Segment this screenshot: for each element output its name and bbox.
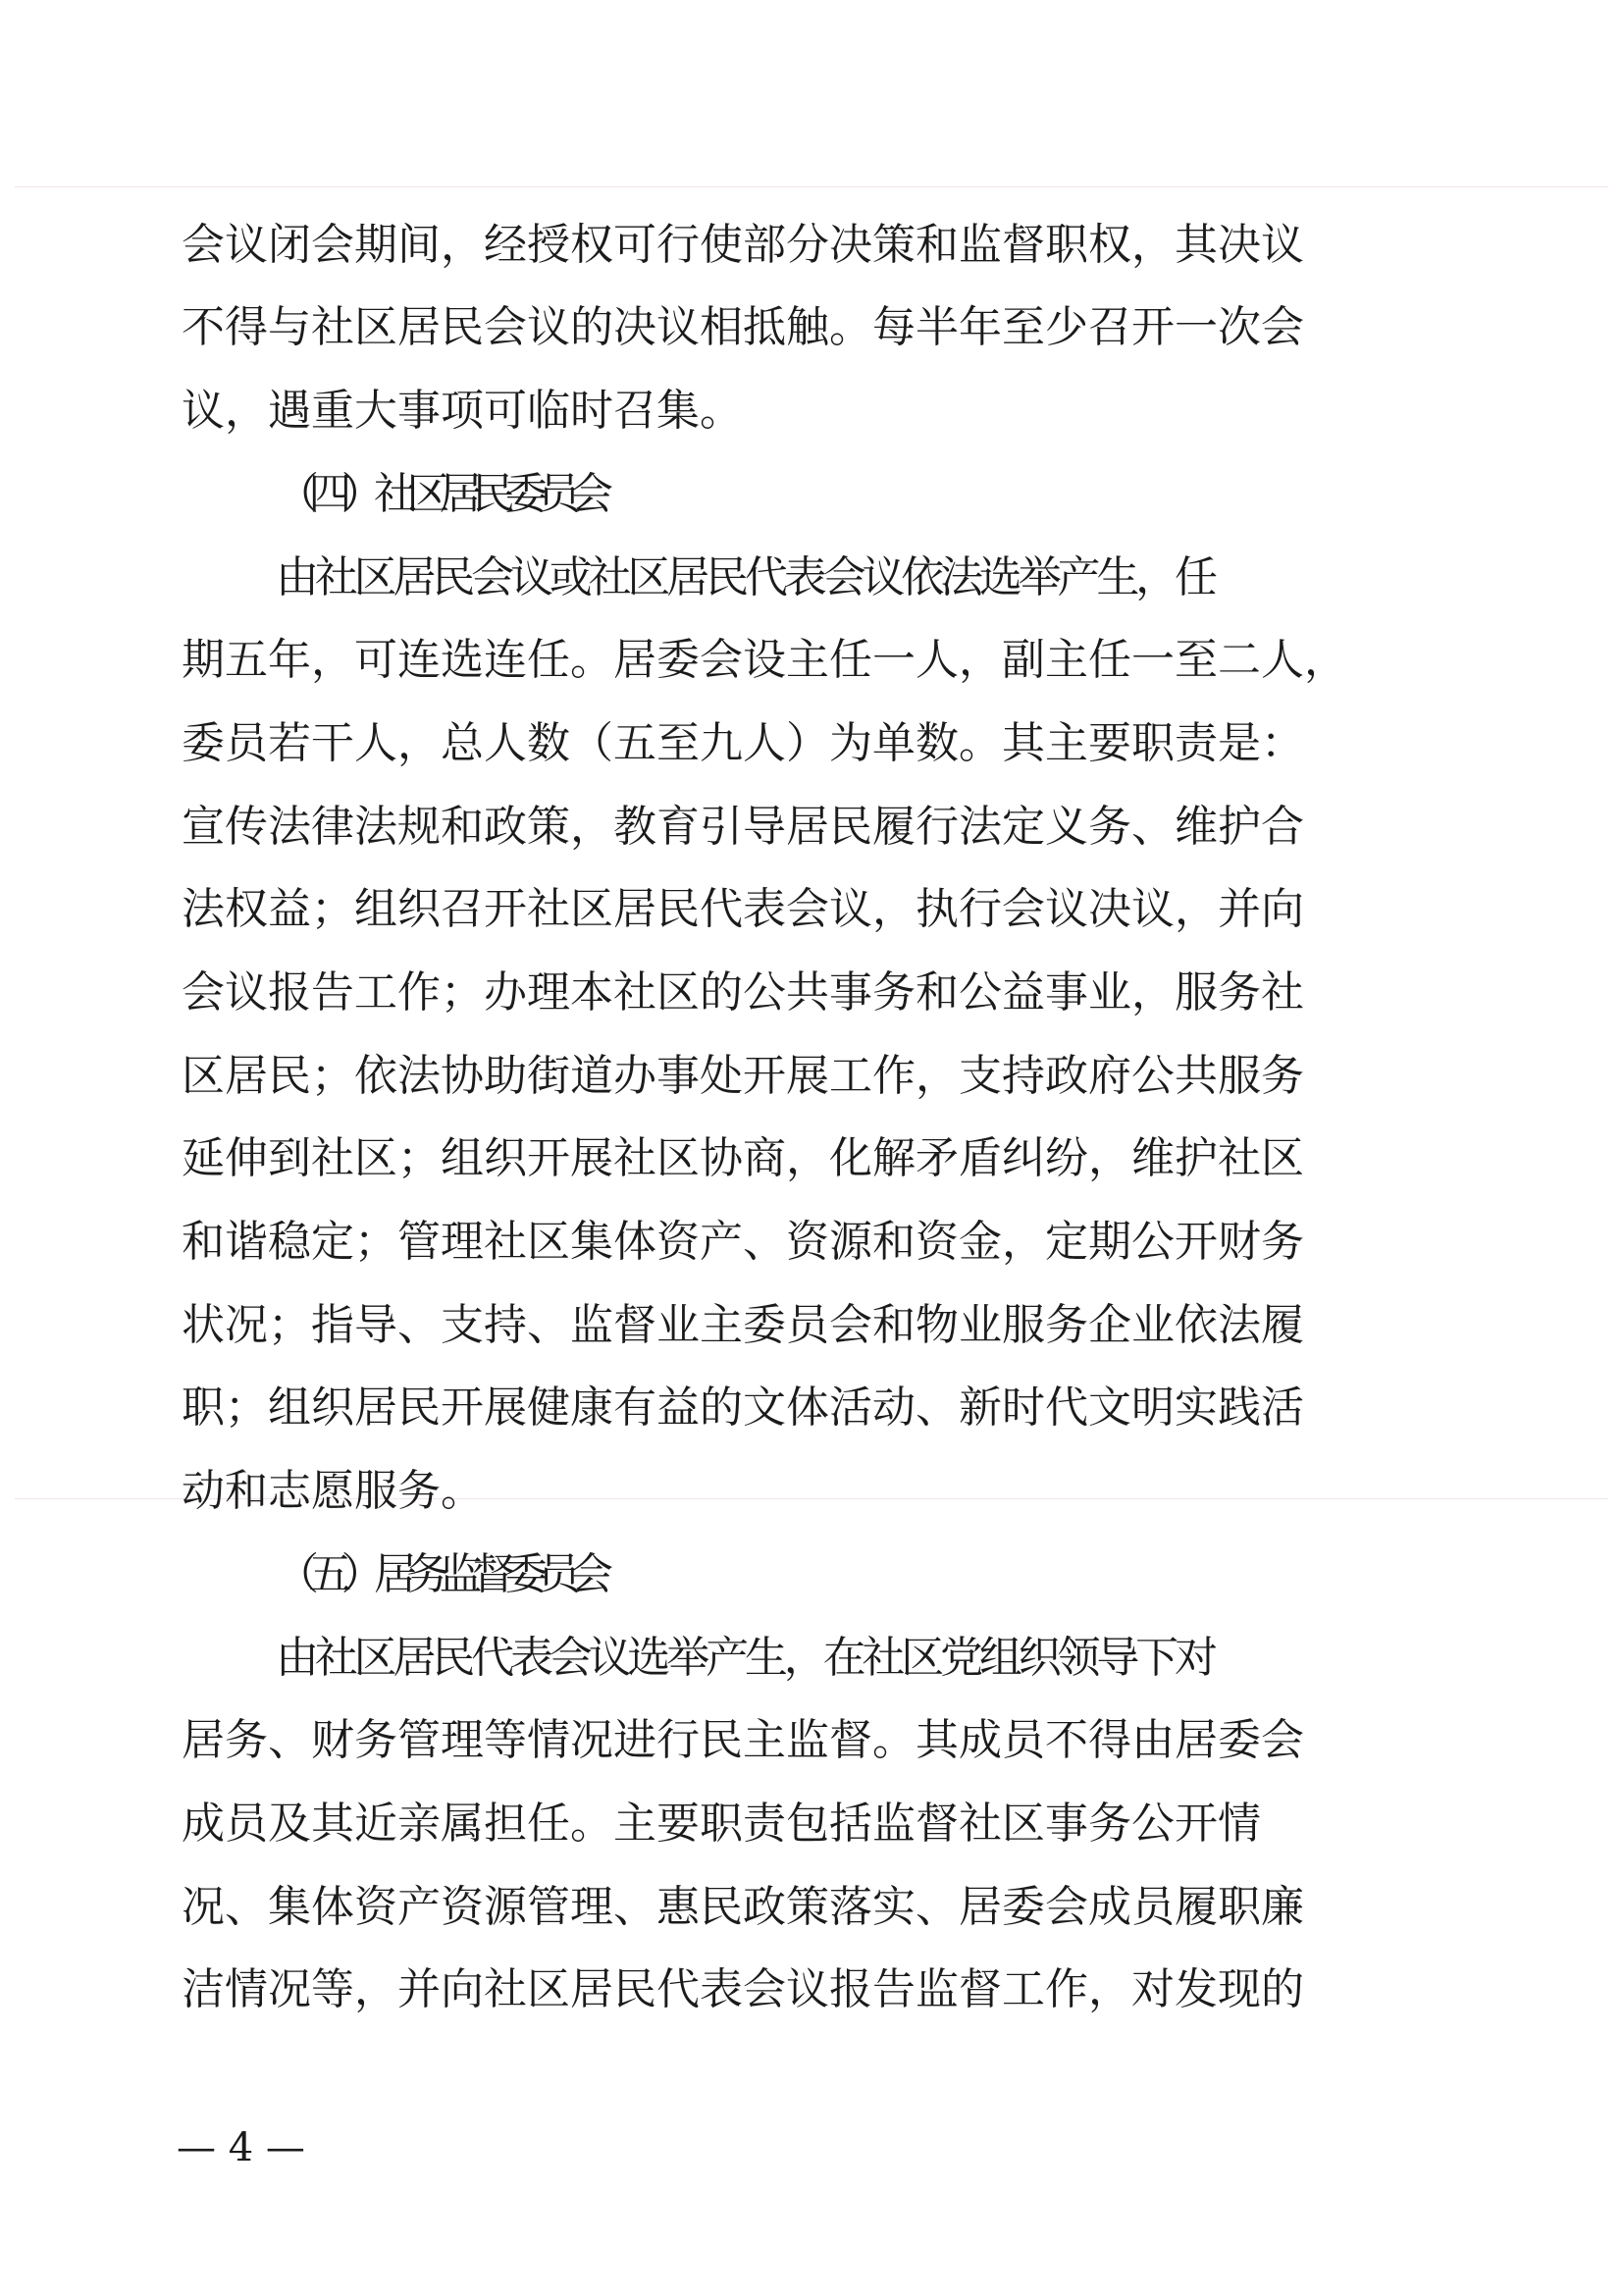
text-line: 委员若干人，总人数（五至九人）为单数。其主要职责是： bbox=[182, 718, 1304, 768]
text-line: 居务、财务管理等情况进行民主监督。其成员不得由居委会 bbox=[182, 1715, 1304, 1765]
text-line: 法权益；组织召开社区居民代表会议，执行会议决议，并向 bbox=[182, 884, 1304, 934]
section-heading-4: （四）社区居民委员会 bbox=[276, 469, 603, 519]
paragraph-first-line: 由社区居民代表会议选举产生，在社区党组织领导下对 bbox=[276, 1633, 1214, 1683]
text-line: 动和志愿服务。 bbox=[182, 1466, 484, 1516]
text-line: 洁情况等，并向社区居民代表会议报告监督工作，对发现的 bbox=[182, 1964, 1304, 2014]
text-line: 不得与社区居民会议的决议相抵触。每半年至少召开一次会 bbox=[182, 302, 1304, 352]
text-line: 状况；指导、支持、监督业主委员会和物业服务企业依法履 bbox=[182, 1300, 1304, 1350]
text-line: 宣传法律法规和政策，教育引导居民履行法定义务、维护合 bbox=[182, 802, 1304, 852]
text-line: 成员及其近亲属担任。主要职责包括监督社区事务公开情 bbox=[182, 1799, 1261, 1849]
text-line: 议，遇重大事项可临时召集。 bbox=[182, 386, 743, 436]
paragraph-first-line: 由社区居民会议或社区居民代表会议依法选举产生，任 bbox=[276, 552, 1214, 602]
text-line: 延伸到社区；组织开展社区协商，化解矛盾纠纷，维护社区 bbox=[182, 1133, 1304, 1183]
section-heading-5: （五）居务监督委员会 bbox=[276, 1549, 603, 1599]
page-number: — 4 — bbox=[177, 2125, 305, 2170]
text-line: 况、集体资产资源管理、惠民政策落实、居委会成员履职廉 bbox=[182, 1882, 1304, 1932]
text-line: 职；组织居民开展健康有益的文体活动、新时代文明实践活 bbox=[182, 1383, 1304, 1433]
text-line: 区居民；依法协助街道办事处开展工作，支持政府公共服务 bbox=[182, 1051, 1304, 1101]
text-line: 和谐稳定；管理社区集体资产、资源和资金，定期公开财务 bbox=[182, 1217, 1304, 1267]
page-top-rule bbox=[15, 186, 1608, 187]
text-line: 会议闭会期间，经授权可行使部分决策和监督职权，其决议 bbox=[182, 220, 1304, 270]
text-line: 期五年，可连选连任。居委会设主任一人，副主任一至二人， bbox=[182, 635, 1347, 685]
text-line: 会议报告工作；办理本社区的公共事务和公益事业，服务社 bbox=[182, 967, 1304, 1018]
